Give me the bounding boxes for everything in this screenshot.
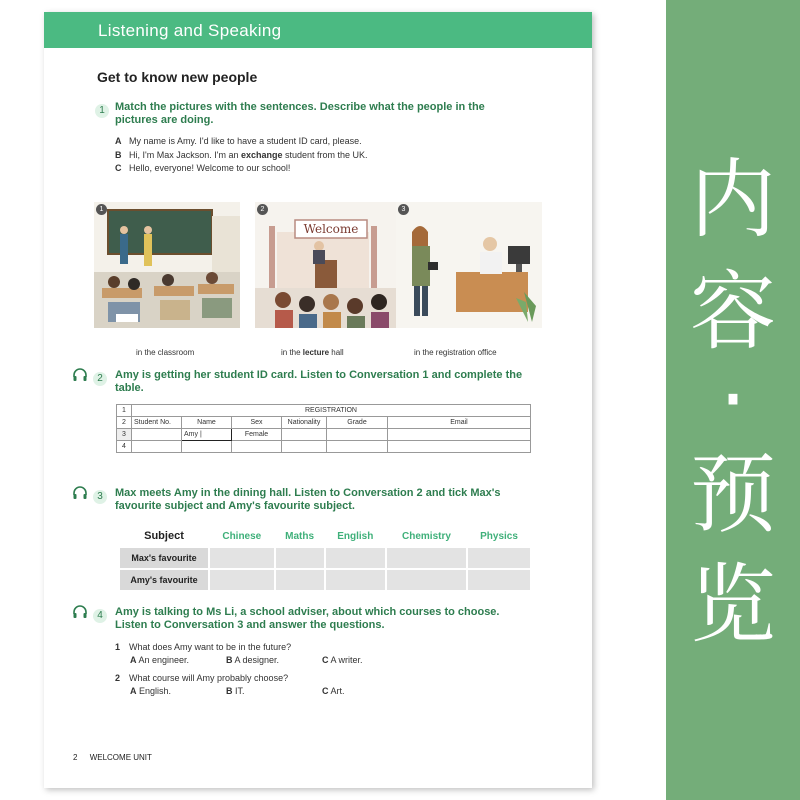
picture-2-caption: in the lecture hall <box>281 348 344 357</box>
q4-q1-option-c: C A writer. <box>322 655 363 665</box>
empty-cell[interactable] <box>132 441 182 453</box>
q2-instruction: Amy is getting her student ID card. Listen to Conversation 1 and complete the table. <box>115 369 523 394</box>
empty-cell[interactable] <box>388 441 531 453</box>
page-number: 2 <box>73 753 78 762</box>
tick-cell[interactable] <box>276 570 324 590</box>
welcome-sign: Welcome <box>303 222 359 236</box>
q4-q1-option-b: B A designer. <box>226 655 280 665</box>
panel-char-3: · <box>719 350 747 450</box>
col-header-sex: Sex <box>232 417 282 429</box>
q2-number: 2 <box>93 368 107 386</box>
q1-option-a: A My name is Amy. I'd like to have a student ID card, please. <box>115 136 362 146</box>
q4-question-1: 1 What does Amy want to be in the future? <box>115 642 292 652</box>
subject-header: Subject <box>144 530 184 542</box>
col-header-email: Email <box>388 417 531 429</box>
headphones-icon <box>72 367 88 383</box>
table-row-number: 2 <box>117 417 132 429</box>
q1-option-c: C Hello, everyone! Welcome to our school! <box>115 163 291 173</box>
q4-question-2: 2 What course will Amy probably choose? <box>115 673 289 683</box>
row-label-max: Max's favourite <box>120 548 208 568</box>
q4-q1-option-a: A An engineer. <box>130 655 190 665</box>
col-header-name: Name <box>182 417 232 429</box>
favourite-subject-table <box>118 524 532 592</box>
table-row-number: 1 <box>117 405 132 417</box>
q4-q2-option-c: C Art. <box>322 686 345 696</box>
col-header-grade: Grade <box>327 417 388 429</box>
q1-instruction: Match the pictures with the sentences. Describe what the people in the pictures are doing. <box>115 101 485 126</box>
picture-1-caption: in the classroom <box>136 348 195 357</box>
row-label-amy: Amy's favourite <box>120 570 208 590</box>
cell-name[interactable]: Amy | <box>182 429 232 441</box>
lecture-hall-illustration <box>255 202 401 328</box>
empty-cell[interactable] <box>327 441 388 453</box>
cell-sex[interactable]: Female <box>232 429 282 441</box>
tick-cell[interactable] <box>326 548 385 568</box>
subject-physics: Physics <box>480 530 518 542</box>
table-row-number: 3 <box>117 429 132 441</box>
subject-english: English <box>337 530 374 542</box>
subject-maths: Maths <box>285 530 315 542</box>
q4-instruction: Amy is talking to Ms Li, a school adviser, about which courses to choose. Listen to Conversation 3 and answer the questions. <box>115 606 500 631</box>
tick-cell[interactable] <box>468 570 530 590</box>
registration-office-illustration <box>396 202 542 328</box>
table-title: REGISTRATION <box>132 405 531 417</box>
q1-number: 1 <box>95 100 109 118</box>
tick-cell[interactable] <box>468 548 530 568</box>
classroom-illustration <box>94 202 240 328</box>
banner-title: Listening and Speaking <box>98 21 282 40</box>
picture-1-number: 1 <box>96 204 107 215</box>
panel-char-5: 览 <box>690 555 776 655</box>
unit-label: WELCOME UNIT <box>89 753 152 762</box>
empty-cell[interactable] <box>232 441 282 453</box>
picture-3-number: 3 <box>398 204 409 215</box>
empty-cell[interactable] <box>182 441 232 453</box>
col-header-student-no: Student No. <box>132 417 182 429</box>
cell-email[interactable] <box>388 429 531 441</box>
tick-cell[interactable] <box>210 570 274 590</box>
q3-number: 3 <box>93 486 107 504</box>
headphones-icon <box>72 485 88 501</box>
preview-side-panel <box>666 0 800 800</box>
cell-grade[interactable] <box>327 429 388 441</box>
page-footer <box>73 753 152 762</box>
empty-cell[interactable] <box>282 441 327 453</box>
tick-cell[interactable] <box>276 548 324 568</box>
subject-chemistry: Chemistry <box>402 530 451 542</box>
q3-instruction: Max meets Amy in the dining hall. Listen to Conversation 2 and tick Max's favourite subject and Amy's favourite subject. <box>115 487 501 512</box>
cell-student-no[interactable] <box>132 429 182 441</box>
panel-char-4: 预 <box>690 445 776 545</box>
cell-nationality[interactable] <box>282 429 327 441</box>
textbook-page <box>44 12 592 788</box>
section-banner <box>44 12 592 48</box>
tick-cell[interactable] <box>387 548 466 568</box>
picture-2-number: 2 <box>257 204 268 215</box>
q1-option-b: B Hi, I'm Max Jackson. I'm an exchange student from the UK. <box>115 150 368 160</box>
section-title: Get to know new people <box>97 69 258 85</box>
registration-table <box>116 404 531 453</box>
tick-cell[interactable] <box>387 570 466 590</box>
q4-number: 4 <box>93 605 107 623</box>
panel-char-1: 内 <box>690 150 776 250</box>
headphones-icon <box>72 604 88 620</box>
tick-cell[interactable] <box>326 570 385 590</box>
tick-cell[interactable] <box>210 548 274 568</box>
panel-char-2: 容 <box>690 262 776 362</box>
q4-q2-option-a: A English. <box>130 686 172 696</box>
subject-chinese: Chinese <box>222 530 262 542</box>
col-header-nationality: Nationality <box>282 417 327 429</box>
q4-q2-option-b: B IT. <box>226 686 245 696</box>
table-row-number: 4 <box>117 441 132 453</box>
picture-3-caption: in the registration office <box>414 348 497 357</box>
